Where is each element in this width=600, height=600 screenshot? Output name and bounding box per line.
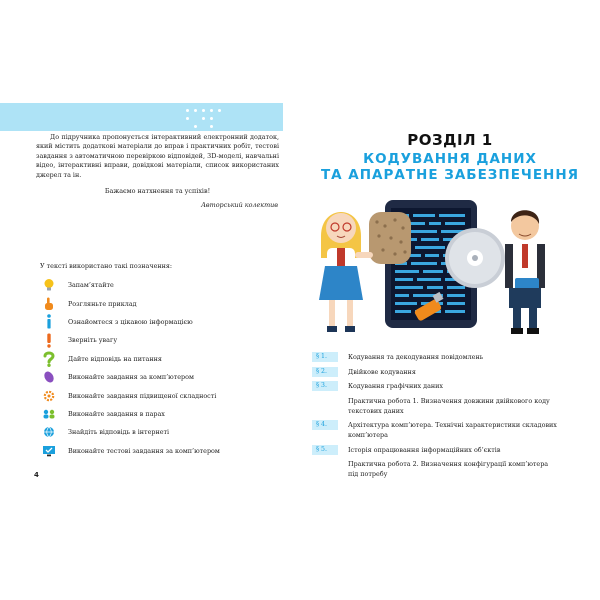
- toc-text: Кодування графічних даних: [348, 382, 444, 390]
- exclamation-icon: [40, 333, 58, 348]
- toc-item[interactable]: [312, 420, 562, 440]
- legend-item: Знайдіть відповідь в інтернеті: [40, 423, 280, 441]
- wish-line: Бажаємо натхнення та успіхів!: [104, 187, 211, 195]
- legend-item: Виконайте завдання підвищеної складності: [40, 386, 280, 404]
- section-title-line1: КОДУВАННЯ ДАНИХ: [363, 151, 537, 167]
- legend-item: Зверніть увагу: [40, 331, 280, 349]
- pointing-hand-icon: [40, 297, 58, 311]
- gear-icon: [40, 390, 58, 402]
- legend-item: Виконайте тестові завдання за комп’ютером: [40, 442, 280, 460]
- page-number: 4: [34, 471, 39, 479]
- toc-number: § 1.: [312, 352, 338, 362]
- test-monitor-icon: [40, 445, 58, 457]
- toc-number: [312, 396, 338, 406]
- legend-item: Виконайте завдання в парах: [40, 405, 280, 423]
- toc-number: § 5.: [312, 445, 338, 455]
- authors-signature: Авторський колектив: [201, 201, 278, 209]
- toc-item[interactable]: [312, 352, 562, 362]
- legend-list: [40, 276, 280, 460]
- lightbulb-icon: [40, 278, 58, 292]
- legend-item: Запам’ятайте: [40, 276, 280, 294]
- toc-number: § 3.: [312, 381, 338, 391]
- legend-item: Розгляньте приклад: [40, 294, 280, 312]
- pair-icon: [40, 409, 58, 419]
- globe-icon: [40, 426, 58, 438]
- intro-paragraph: До підручника пропонується інтерактивний електронний додаток, який містить додаткові матеріали до вправ і практичних робіт, тестові завдання з автоматичною перевіркою відповідей, 3D-моделі, навчальні відео, інтерактивні вправи, довідкові матеріали, список використаних джерел та ін.: [36, 133, 279, 179]
- toc-item[interactable]: [312, 445, 562, 455]
- toc-item[interactable]: [312, 381, 562, 391]
- toc-number: § 4.: [312, 420, 338, 430]
- legend-title: У тексті використано такі позначення:: [40, 262, 173, 270]
- toc-text: Кодування та декодування повідомлень: [348, 353, 484, 361]
- toc-text: Практична робота 1. Визначення довжини двійкового коду текстових даних: [348, 396, 550, 415]
- boy-character: [505, 210, 545, 334]
- legend-item: Виконайте завдання за комп’ютером: [40, 368, 280, 386]
- section-label: РОЗДІЛ 1: [407, 131, 493, 149]
- toc-text: Двійкове кодування: [348, 367, 416, 376]
- question-icon: [40, 351, 58, 367]
- chapter-illustration: [315, 196, 555, 344]
- section-title-line2: ТА АПАРАТНЕ ЗАБЕЗПЕЧЕННЯ: [320, 167, 580, 183]
- toc-item[interactable]: [312, 367, 562, 377]
- toc-item[interactable]: [312, 459, 562, 479]
- chip-image: [369, 212, 411, 264]
- toc-item[interactable]: [312, 396, 562, 416]
- info-icon: [40, 314, 58, 329]
- toc-text: Архітектура комп’ютера. Технічні характеристики складових комп’ютера: [348, 421, 557, 439]
- toc-text: Практична робота 2. Визначення конфігурації комп’ютера під потребу: [348, 460, 549, 478]
- toc-number: § 2.: [312, 367, 338, 377]
- toc-number: [312, 459, 338, 469]
- legend-item: Ознайомтеся з цікавою інформацією: [40, 313, 280, 331]
- girl-character: [319, 212, 373, 332]
- legend-item: Дайте відповідь на питання: [40, 350, 280, 368]
- mouse-icon: [40, 370, 58, 384]
- cd-disc-image: [445, 228, 505, 288]
- toc-text: Історія опрацювання інформаційних об’єктів: [348, 445, 501, 454]
- decorative-banner: [0, 103, 283, 131]
- table-of-contents: [312, 352, 562, 479]
